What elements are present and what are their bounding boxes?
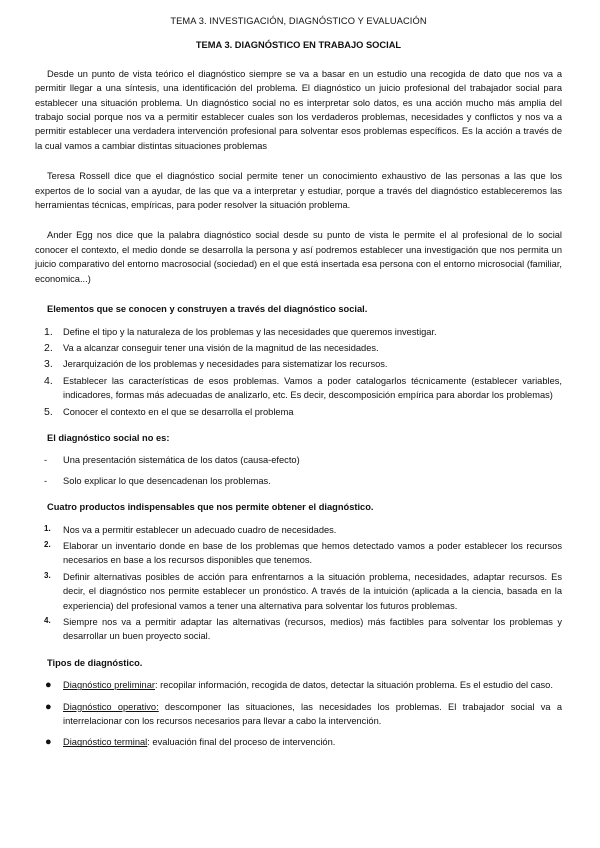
list-item-text: Va a alcanzar conseguir tener una visión de la magnitud de las necesidades. <box>63 342 379 353</box>
paragraph-intro: Desde un punto de vista teórico el diagnóstico siempre se va a basar en un estudio una recogida de dato que nos va a permitir llegar a una síntesis, una identificación del problema. El diagnóstico un juicio profesional del trabajador social para establecer una situación problema. Un diagnóstico social no es interpretar solo datos, es una acción mucho más amplia del trabajo social porque nos va a permitir establecer cuales son los verdaderos problemas, necesidades y conflictos y nos va a permitir establecer una verdadera intervención profesional para solventar esos problemas específicos. Es la acción a través de la cual vamos a cambiar distintas situaciones problemas <box>35 68 562 151</box>
list-item <box>35 678 562 692</box>
bullet-icon: ● <box>45 736 52 749</box>
term-operativo: Diagnóstico operativo: <box>63 701 159 712</box>
list-marker: 5. <box>44 405 53 418</box>
list-item <box>35 357 562 371</box>
list-item-text: Conocer el contexto en el que se desarrolla el problema <box>63 406 294 417</box>
list-marker: 3. <box>44 358 53 371</box>
list-marker: 1. <box>44 325 53 338</box>
section-elementos <box>35 302 562 419</box>
section-heading: El diagnóstico social no es: <box>47 432 170 443</box>
list-item <box>35 570 562 613</box>
no-es-list <box>35 453 562 488</box>
section-heading: Cuatro productos indispensables que nos permite obtener el diagnóstico. <box>47 502 374 513</box>
list-item-text: Jerarquización de los problemas y necesidades para sistematizar los recursos. <box>63 359 388 370</box>
elementos-list <box>35 325 562 419</box>
list-item <box>35 523 562 537</box>
list-item-text: Establecer las características de esos problemas. Vamos a poder catalogarlos técnicamente (establecer variables, indicadores, formas más adecuadas de analizarlo, etc. Es decir, descomposición empírica para abordar los problemas) <box>63 375 562 401</box>
list-item <box>35 374 562 403</box>
document-title: TEMA 3. DIAGNÓSTICO EN TRABAJO SOCIAL <box>195 40 402 51</box>
bullet-icon: ● <box>45 700 52 713</box>
bullet-icon: ● <box>45 679 52 692</box>
list-item-text: Elaborar un inventario donde en base de los problemas que hemos detectado vamos a poder establecer los recursos necesarios en base a los recursos disponibles que tenemos. <box>63 540 562 566</box>
list-item <box>35 453 562 467</box>
list-item <box>35 325 562 339</box>
section-heading: Tipos de diagnóstico. <box>47 657 143 668</box>
list-item-text: : recopilar información, recogida de datos, detectar la situación problema. Es el estudio del caso. <box>154 680 553 691</box>
list-item <box>35 735 562 749</box>
list-item <box>35 405 562 419</box>
list-item-text: descomponer las situaciones, las necesidades los problemas. El trabajador social va a interrelacionar con los recursos necesarios para llevar a cabo la intervención. <box>63 701 562 727</box>
term-terminal: Diagnóstico terminal <box>63 737 148 748</box>
section-tipos <box>35 656 562 750</box>
paragraph-rossell: Teresa Rossell dice que el diagnóstico social permite tener un conocimiento exhaustivo de las personas a las que los expertos de lo social van a ayudar, de las que va a interpretar y estudiar, porque a través del diagnóstico estableceremos las herramientas técnicas, empíricas, para poder resolver la situación problema. <box>35 171 562 211</box>
productos-list <box>35 523 562 644</box>
section-heading: Elementos que se conocen y construyen a través del diagnóstico social. <box>47 304 368 315</box>
section-productos <box>35 500 562 644</box>
list-item-text: Una presentación sistemática de los datos (causa-efecto) <box>63 455 300 466</box>
list-marker: 3. <box>44 570 51 580</box>
term-preliminar: Diagnóstico preliminar <box>63 680 155 691</box>
list-item <box>35 341 562 355</box>
list-item-text: Define el tipo y la naturaleza de los problemas y las necesidades que queremos investigar. <box>63 326 437 337</box>
list-item <box>35 700 562 729</box>
list-marker: 4. <box>44 616 51 625</box>
list-marker: 2. <box>44 539 51 549</box>
running-head: TEMA 3. INVESTIGACIÓN, DIAGNÓSTICO Y EVALUACIÓN <box>170 16 427 26</box>
list-item <box>35 539 562 568</box>
list-marker: 4. <box>44 374 53 387</box>
paragraph-ander-egg: Ander Egg nos dice que la palabra diagnóstico social desde su punto de vista le permite el al profesional de lo social conocer el contexto, el medio donde se desarrolla la persona y así podremos establecer una investigación que nos permita un juicio comparativo del entorno macrosocial (sociedad) en el que está insertada esa persona con el entorno microsocial (familiar, economica...) <box>35 230 562 284</box>
dash-marker: - <box>44 475 48 486</box>
list-item-text: : evaluación final del proceso de intervención. <box>147 737 336 748</box>
list-marker: 1. <box>44 523 51 533</box>
list-item-text: Nos va a permitir establecer un adecuado cuadro de necesidades. <box>63 524 337 535</box>
list-item <box>35 474 562 488</box>
list-item-text: Definir alternativas posibles de acción para enfrentarnos a la situación problema, necesidades, adaptar recursos. Es decir, el diagnóstico nos permite establecer un pronóstico. A través de la intuición (aplicada a la ciencia, basada en la experiencia) del profesional vamos a tener una alternativa para solventar los futuros problemas. <box>63 571 562 611</box>
section-no-es <box>35 431 562 488</box>
list-item <box>35 615 562 644</box>
tipos-list <box>35 678 562 750</box>
list-item-text: Solo explicar lo que desencadenan los problemas. <box>63 475 271 486</box>
dash-marker: - <box>44 455 48 466</box>
list-marker: 2. <box>44 341 53 354</box>
list-item-text: Siempre nos va a permitir adaptar las alternativas (recursos, medios) más factibles para solventar los problemas y desarrollar un buen proyecto social. <box>63 617 562 642</box>
